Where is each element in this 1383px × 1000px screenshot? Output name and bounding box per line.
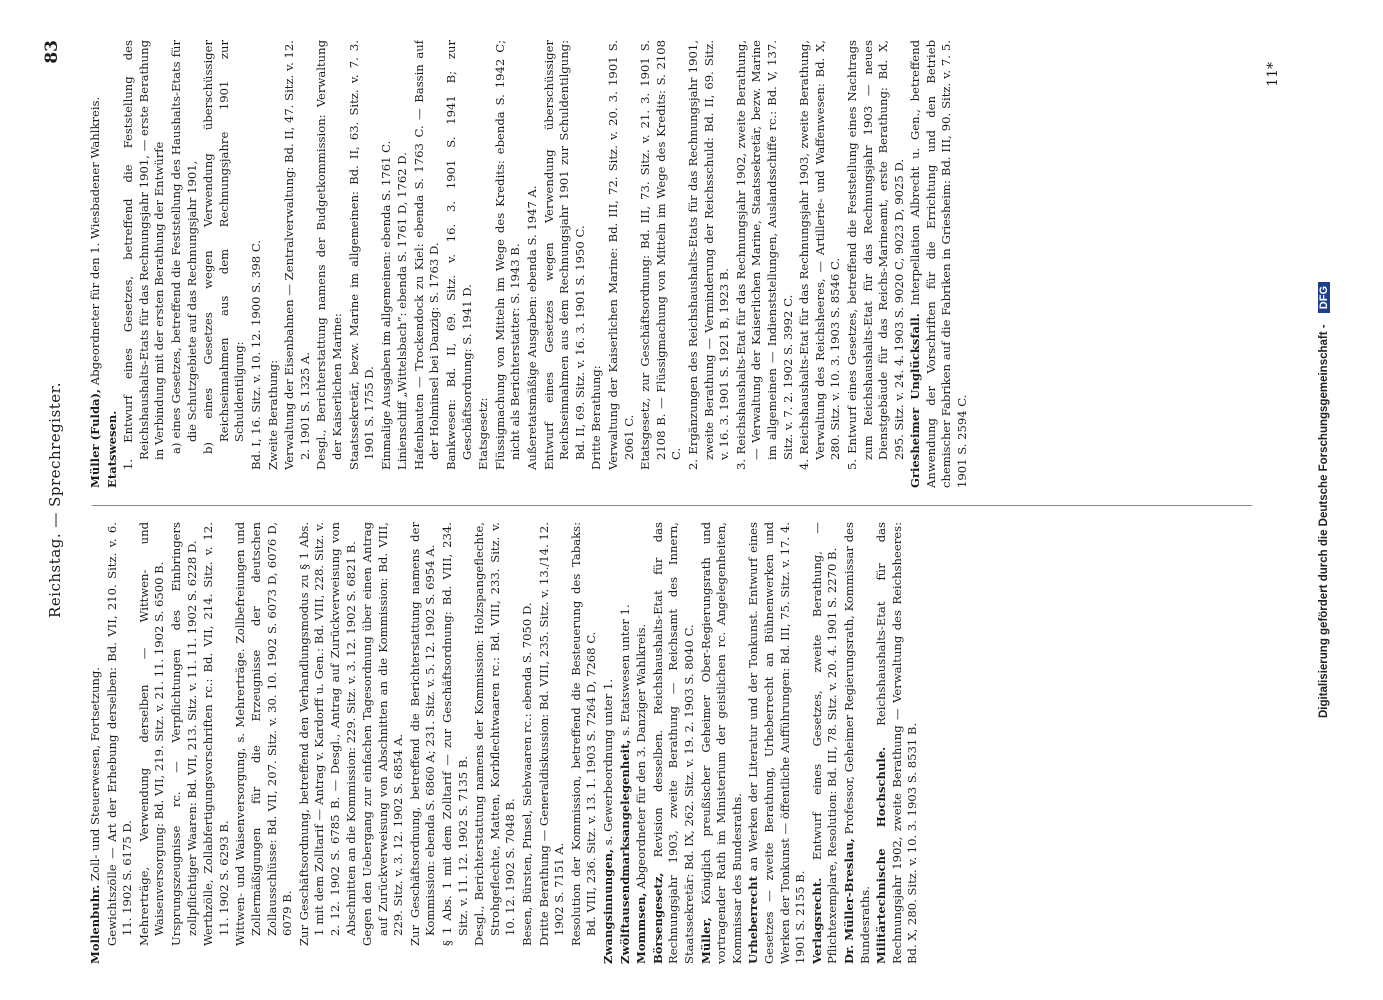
entry-text: Bd. I, 16. Sitz. v. 10. 12. 1900 S. 398 C.	[248, 239, 263, 470]
entry-text: s. Gewerbeordnung unter 1.	[601, 678, 615, 846]
entry-text: Gegen den Uebergang zur einfachen Tagesordnung über einen Antrag auf Zurückverweisung von Abschnitten an die Kommission: Bd. VIII, 229. Sitz. v. 3. 12. 1902 S. 6854 A.	[360, 522, 406, 946]
register-entry	[686, 40, 733, 470]
dfg-logo: DFG	[1318, 282, 1330, 313]
entry-text: Professor, Geheimer Regierungsrath, Kommissar des Bundesraths.	[841, 522, 872, 964]
running-title: Reichstag. — Sprechregister.	[46, 382, 64, 618]
register-entry	[379, 40, 395, 470]
entry-text: Verwaltung der Kaiserlichen Marine: Bd. III, 72. Sitz. v. 20. 3. 1901 S. 2061 C.	[606, 40, 636, 470]
register-entry	[476, 40, 492, 470]
entry-text: Ursprungszeugnisse rc. — Verpflichtungen des Einbringers zollpflichtiger Waaren: Bd. VII, 213. Sitz. v. 11. 11. 1902 S. 6228 D.	[168, 522, 199, 946]
entry-text: Abgeordneter für den 3. Danziger Wahlkreis.	[634, 623, 649, 889]
entry-text: Außeretatsmäßige Ausgaben: ebenda S. 1947 A.	[525, 185, 540, 470]
register-entry	[651, 522, 698, 964]
register-entry	[169, 40, 200, 454]
register-entry	[746, 522, 808, 964]
entry-text: Desgl., Berichterstattung namens der Budgetkommission: Verwaltung der Kaiserlichen Marine:	[314, 40, 344, 470]
entry-text: Resolution der Kommission, betreffend die Besteuerung des Tabaks: Bd. VIII, 236. Sitz. v. 13. 1. 1903 S. 7264 D, 7268 C.	[568, 522, 599, 946]
digitization-note	[1318, 0, 1348, 1000]
left-column	[88, 522, 1258, 964]
entry-text: a) eines Gesetzes, betreffend die Feststellung des Haushalts-Etats für die Schutzgebiete auf das Rechnungsjahr 1901,	[168, 40, 199, 454]
entry-text: Reichshaushalts-Etat für das Rechnungsjahr 1902, zweite Berathung — Verwaltung des Reichsheeres: Bd. X, 280. Sitz. v. 10. 3. 1903 S. 8531 B.	[874, 522, 920, 964]
signature-mark: 11*	[1265, 62, 1281, 87]
entry-text: Linienschiff „Wittelsbach“: ebenda S. 1761 D, 1762 D.	[395, 152, 410, 470]
register-entry	[201, 40, 248, 454]
register-entry	[810, 522, 841, 964]
entry-text: b) eines Gesetzes wegen Verwendung überschüssiger Reichseinnahmen aus dem Rechnungsjahre 1901 zur Schuldentilgung:	[201, 40, 247, 454]
digitization-text: Digitalisierung gefördert durch die Deutsche Forschungsgemeinschaft -	[1318, 324, 1330, 719]
entry-text: Dritte Berathung — Generaldiskussion: Bd. VIII, 235. Sitz. v. 13./14. 12. 1902 S. 7151 A.	[536, 522, 567, 946]
entry-heading: Müller (Fulda),	[88, 388, 102, 488]
register-entry	[121, 40, 168, 470]
register-entry	[520, 522, 536, 946]
register-entry	[444, 40, 475, 470]
entry-heading: Zwangsinnungen,	[601, 848, 615, 964]
register-entry	[169, 522, 200, 946]
entry-heading: Müller,	[698, 917, 713, 964]
entry-text: an Werken der Literatur und der Tonkunst. Entwurf eines Gesetzes — zweite Berathung, Urheberrecht an Bühnenwerken und Werken der Tonkunst — öffentliche Aufführungen: Bd. III, 75. Sitz. v. 17. 4. 1901 S. 2155 B.	[746, 522, 808, 964]
entry-text: Etatsgesetz:	[476, 397, 491, 470]
entry-heading: Dr. Müller-Breslau,	[841, 838, 856, 964]
entry-text: 5. Entwurf eines Gesetzes, betreffend die Feststellung eines Nachtrags zum Reichshaushalts-Etat für das Rechnungsjahr 1903 — neues Dienstgebäude für das Reichs-Marineamt, erste Berathung: Bd. X, 295. Sitz. v. 24. 4. 1903 S. 9020 C, 9023 D, 9025 D.	[844, 40, 906, 470]
register-entry	[542, 40, 589, 470]
entry-heading: Börsengesetz,	[650, 872, 665, 964]
entry-text: Gewichtszölle — Art der Erhebung derselben: Bd. VII, 210. Sitz. v. 6. 11. 1902 S. 6175 D.	[104, 522, 135, 946]
entry-heading: Militärtechnische Hochschule.	[874, 746, 889, 964]
entry-heading: Etatswesen.	[104, 410, 119, 488]
register-entry	[472, 522, 519, 946]
register-entry	[282, 40, 313, 470]
register-entry	[412, 40, 443, 470]
register-entry	[360, 522, 407, 946]
entry-heading: Zwölftausendmarksangelegenheit,	[617, 739, 632, 964]
entry-heading: Mollenbuhr.	[88, 884, 102, 964]
register-entry	[493, 40, 524, 470]
entry-text: Bankwesen: Bd. II, 69. Sitz. v. 16. 3. 1901 S. 1941 B; zur Geschäftsordnung: S. 1941 D.	[444, 40, 474, 470]
entry-text: Interpellation Albrecht u. Gen., betreffend Anwendung der Vorschriften für die Errichtung und den Betrieb chemischer Fabriken auf die Fabriken in Griesheim: Bd. III, 90. Sitz. v. 7. 5. 1901 S. 2594 C.	[908, 40, 970, 488]
entry-heading: Verlagsrecht.	[809, 877, 824, 964]
page-header	[42, 40, 72, 960]
entry-text: 1. Entwurf eines Gesetzes, betreffend die Feststellung des Reichshaushalts-Etats für das Rechnungsjahr 1901, — erste Berathung in Verbindung mit der ersten Berathung der Entwürfe	[121, 40, 167, 470]
register-entry	[249, 40, 265, 470]
entry-text: Zur Geschäftsordnung, betreffend die Berichterstattung namens der Kommission: ebenda S. 6860 A; 231. Sitz. v. 5. 12. 1902 S. 6954 A.	[407, 522, 438, 946]
entry-text: Etatsgesetz, zur Geschäftsordnung: Bd. III, 73. Sitz. v. 21. 3. 1901 S. 2108 B. — Flüssigmachung von Mitteln im Wege des Kredits: S. 2108 C.	[638, 40, 684, 470]
entry-text: Zoll- und Steuerwesen, Fortsetzung.	[88, 667, 102, 882]
register-entry	[569, 522, 600, 946]
register-entry	[105, 522, 136, 946]
page-number: 83	[42, 40, 62, 64]
register-entry	[395, 40, 411, 470]
register-entry	[297, 522, 359, 946]
register-entry	[537, 522, 568, 946]
entry-text: Wittwen- und Waisenversorgung, s. Mehrerträge. Zollbefreiungen und Zollermäßigungen für die Erzeugnisse der deutschen Zollausschlüsse: Bd. VII, 207. Sitz. v. 30. 10. 1902 S. 6073 D, 6076 D, 6079 B.	[233, 522, 295, 946]
entry-text: § 1 Abs. 1 mit dem Zolltarif — zur Geschäftsordnung: Bd. VIII, 234. Sitz. v. 11. 12. 1902 S. 7135 B.	[440, 522, 470, 946]
register-entry	[105, 40, 121, 488]
entry-text: 4. Reichshaushalts-Etat für das Rechnungsjahr 1903, zweite Berathung, Verwaltung des Reichsheeres, — Artillerie- und Waffenwesen: Bd. X, 280. Sitz. v. 10. 3. 1903 S. 8546 C.	[797, 40, 843, 470]
register-entry	[842, 522, 873, 964]
entry-text: 3. Reichshaushalts-Etat für das Rechnungsjahr 1902, zweite Berathung, — Verwaltung der Kaiserlichen Marine, Staatssekretär, bezw. Marine im allgemeinen — Indienststellungen, Auslandsschiffe rc.: Bd. V, 137. Sitz. v. 7. 2. 1902 S. 3992 C.	[733, 40, 795, 470]
register-entry	[845, 40, 907, 470]
entry-text: Königlich preußischer Geheimer Ober-Regierungsrath und vortragender Rath im Ministerium der geistlichen rc. Angelegenheiten, Kommissar des Bundesraths.	[698, 522, 744, 964]
entry-text: Besen, Bürsten, Pinsel, Siebwaaren rc.: ebenda S. 7050 D.	[520, 602, 535, 946]
entry-text: s. Etatswesen unter 1.	[617, 604, 632, 736]
register-entry	[797, 40, 844, 470]
column-divider	[92, 505, 1252, 506]
entry-text: Werthzölle, Zollabfertigungsvorschriften rc.: Bd. VII, 214. Sitz. v. 12. 11. 1902 S. 6293 B.	[201, 522, 231, 946]
register-entry	[88, 522, 104, 964]
right-column	[88, 40, 1258, 488]
entry-text: Zweite Berathung:	[265, 360, 280, 470]
register-entry	[525, 40, 541, 470]
register-entry	[440, 522, 471, 946]
register-entry	[908, 40, 970, 488]
entry-text: Entwurf eines Gesetzes wegen Verwendung überschüssiger Reichseinnahmen aus dem Rechnungsjahr 1901 zur Schuldentilgung: Bd. II, 69. Sitz. v. 16. 3. 1901 S. 1950 C.	[541, 40, 587, 470]
entry-text: 2. Ergänzungen des Reichshaushalts-Etats für das Rechnungsjahr 1901, zweite Berathung — Verminderung der Reichsschuld: Bd. II, 69. Sitz. v. 16. 3. 1901 S. 1921 B, 1923 B.	[685, 40, 732, 470]
entry-heading: Griesheimer Unglücksfall.	[908, 313, 923, 488]
register-entry	[589, 40, 605, 470]
register-entry	[88, 40, 104, 488]
entry-text: Flüssigmachung von Mitteln im Wege des Kredits: ebenda S. 1942 C; nicht als Berichterstatter: S. 1943 B.	[492, 40, 523, 470]
entry-text: Abgeordneter für den 1. Wiesbadener Wahlkreis.	[88, 96, 102, 386]
register-entry	[734, 40, 796, 470]
entry-heading: Mommsen,	[634, 892, 649, 964]
entry-text: Hafenbauten — Trockendock zu Kiel: ebenda S. 1763 C. — Bassin auf der Holminsel bei Danzig: S. 1763 D.	[411, 40, 442, 470]
entry-text: Revision desselben. Reichshaushalts-Etat für das Rechnungsjahr 1903, zweite Berathung — Reichsamt des Innern, Staatssekretär: Bd. IX, 262. Sitz. v. 19. 2. 1903 S. 8040 C.	[650, 522, 696, 964]
entry-text: Zur Geschäftsordnung, betreffend den Verhandlungsmodus zu § 1 Abs. 1 mit dem Zolltarif — Antrag v. Kardorff u. Gen.: Bd. VIII, 228. Sitz. v. 2. 12. 1902 S. 6785 B. — Desgl., Antrag auf Zurückverweisung von Abschnitten an die Kommission: 229. Sitz. v. 3. 12. 1902 S. 6821 B.	[296, 522, 358, 946]
entry-text: Dritte Berathung:	[589, 365, 604, 470]
register-entry	[618, 522, 634, 964]
entry-text: Staatssekretär, bezw. Marine im allgemeinen: Bd. II, 63. Sitz. v. 7. 3. 1901 S. 1755 D.	[346, 40, 377, 470]
register-entry	[314, 40, 345, 470]
register-entry	[347, 40, 378, 470]
entry-text: Entwurf eines Gesetzes, zweite Berathung, — Pflichtexemplare, Resolution: Bd. III, 78. Sitz. v. 20. 4. 1901 S. 2270 B.	[809, 522, 840, 964]
register-entry	[233, 522, 295, 946]
register-entry	[408, 522, 439, 946]
entry-text: Mehrerträge, Verwendung derselben — Wittwen- und Waisenversorgung: Bd. VII, 219. Sitz. v. 21. 11. 1902 S. 6500 B.	[136, 522, 167, 946]
entry-text: Einmalige Ausgaben im allgemeinen: ebenda S. 1761 C.	[378, 140, 393, 470]
register-entry	[606, 40, 637, 470]
register-entry	[201, 522, 232, 946]
entry-text: Desgl., Berichterstattung namens der Kommission: Holzspangeflechte, Strohgeflechte, Matten, Korbflechtwaaren rc.: Bd. VIII, 233. Sitz. v. 10. 12. 1902 S. 7048 B.	[472, 522, 518, 946]
register-entry	[874, 522, 921, 964]
register-entry	[638, 40, 685, 470]
register-entry	[634, 522, 650, 964]
register-entry	[601, 522, 617, 964]
entry-heading: Urheberrecht	[746, 876, 761, 964]
register-entry	[699, 522, 746, 964]
register-entry	[266, 40, 282, 470]
register-entry	[137, 522, 168, 946]
entry-text: Verwaltung der Eisenbahnen — Zentralverwaltung: Bd. II, 47. Sitz. v. 12. 2. 1901 S. 1325 A.	[282, 40, 312, 470]
